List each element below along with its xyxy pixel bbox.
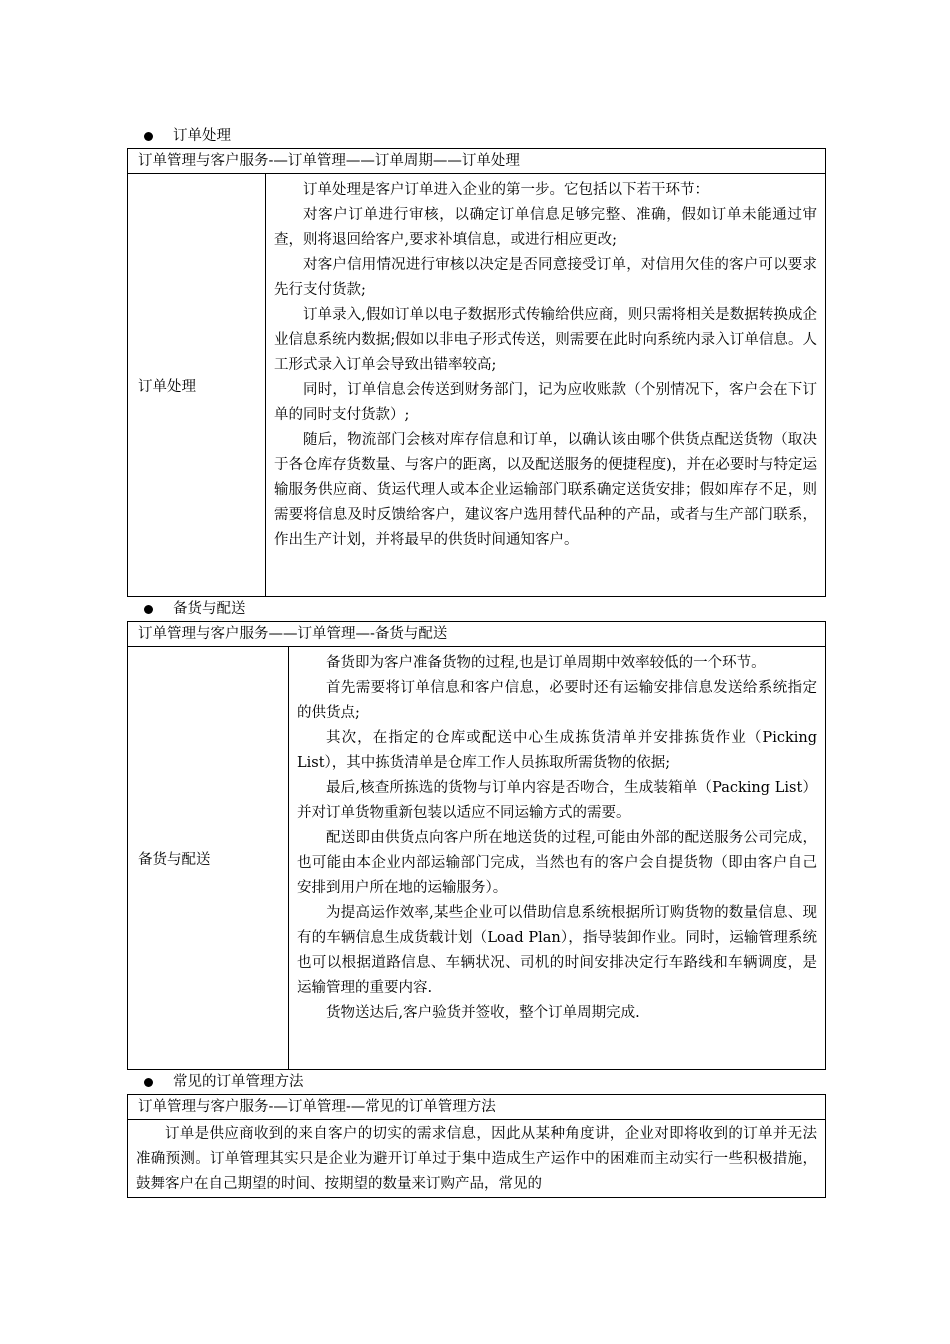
document-page [127,124,826,1198]
bullet-text: 备货与配送 [173,601,246,617]
bullet-dot-icon [144,1078,153,1087]
bullet-dot-icon [144,605,153,614]
paragraph: 其次，在指定的仓库或配送中心生成拣货清单并安排拣货作业（Picking List），其中拣货清单是仓库工作人员拣取所需货物的依据; [297,730,817,771]
table-header: 订单管理与客户服务-—订单管理——订单周期——订单处理 [128,149,826,174]
section-bullet [127,1070,826,1094]
table-header: 订单管理与客户服务-—订单管理-—常见的订单管理方法 [128,1095,826,1120]
bullet-text: 订单处理 [173,128,231,144]
row-content [266,174,826,597]
order-methods-table [127,1094,826,1198]
paragraph: 为提高运作效率,某些企业可以借助信息系统根据所订购货物的数量信息、现有的车辆信息生成货载计划（Load Plan），指导装卸作业。同时，运输管理系统也可以根据道路信息、车辆状况、司机的时间安排决定行车路线和车辆调度，是运输管理的重要内容. [297,905,817,996]
row-label: 备货与配送 [128,647,289,1070]
paragraph: 订单录入,假如订单以电子数据形式传输给供应商，则只需将相关是数据转换成企业信息系统内数据;假如以非电子形式传送，则需要在此时向系统内录入订单信息。人工形式录入订单会导致出错率较高; [274,307,817,373]
paragraph: 同时，订单信息会传送到财务部门，记为应收账款（个别情况下，客户会在下订单的同时支付货款）; [274,382,817,423]
table-header: 订单管理与客户服务——订单管理—-备货与配送 [128,622,826,647]
paragraph: 随后，物流部门会核对库存信息和订单，以确认该由哪个供货点配送货物（取决于各仓库存货数量、与客户的距离，以及配送服务的便捷程度)，并在必要时与特定运输服务供应商、货运代理人或本企业运输部门联系确定送货安排；假如库存不足，则需要将信息及时反馈给客户，建议客户选用替代品种的产品，或者与生产部门联系，作出生产计划，并将最早的供货时间通知客户。 [274,432,817,548]
paragraph: 订单处理是客户订单进入企业的第一步。它包括以下若干环节： [303,182,709,198]
section-bullet [127,597,826,621]
section-bullet [127,124,826,148]
paragraph: 首先需要将订单信息和客户信息，必要时还有运输安排信息发送给系统指定的供货点; [297,680,817,721]
order-processing-table [127,148,826,597]
row-label: 订单处理 [128,174,266,597]
row-content [289,647,826,1070]
paragraph: 对客户信用情况进行审核以决定是否同意接受订单，对信用欠佳的客户可以要求先行支付货款; [274,257,817,298]
paragraph: 订单是供应商收到的来自客户的切实的需求信息，因此从某种角度讲，企业对即将收到的订单并无法准确预测。订单管理其实只是企业为避开订单过于集中造成生产运作中的困难而主动实行一些积极措施，鼓舞客户在自己期望的时间、按期望的数量来订购产品，常见的 [136,1126,817,1192]
bullet-dot-icon [144,132,153,141]
paragraph: 最后,核查所拣选的货物与订单内容是否吻合，生成装箱单（Packing List）并对订单货物重新包装以适应不同运输方式的需要。 [297,780,817,821]
paragraph: 对客户订单进行审核，以确定订单信息足够完整、准确，假如订单未能通过审查，则将退回给客户,要求补填信息，或进行相应更改; [274,207,817,248]
paragraph: 备货即为客户准备货物的过程,也是订单周期中效率较低的一个环节。 [326,655,766,671]
picking-delivery-table [127,621,826,1070]
paragraph: 配送即由供货点向客户所在地送货的过程,可能由外部的配送服务公司完成，也可能由本企业内部运输部门完成，当然也有的客户会自提货物（即由客户自己安排到用户所在地的运输服务）。 [297,830,817,896]
bullet-text: 常见的订单管理方法 [173,1074,304,1090]
paragraph: 货物送达后,客户验货并签收，整个订单周期完成. [326,1005,640,1021]
row-content [128,1120,826,1198]
